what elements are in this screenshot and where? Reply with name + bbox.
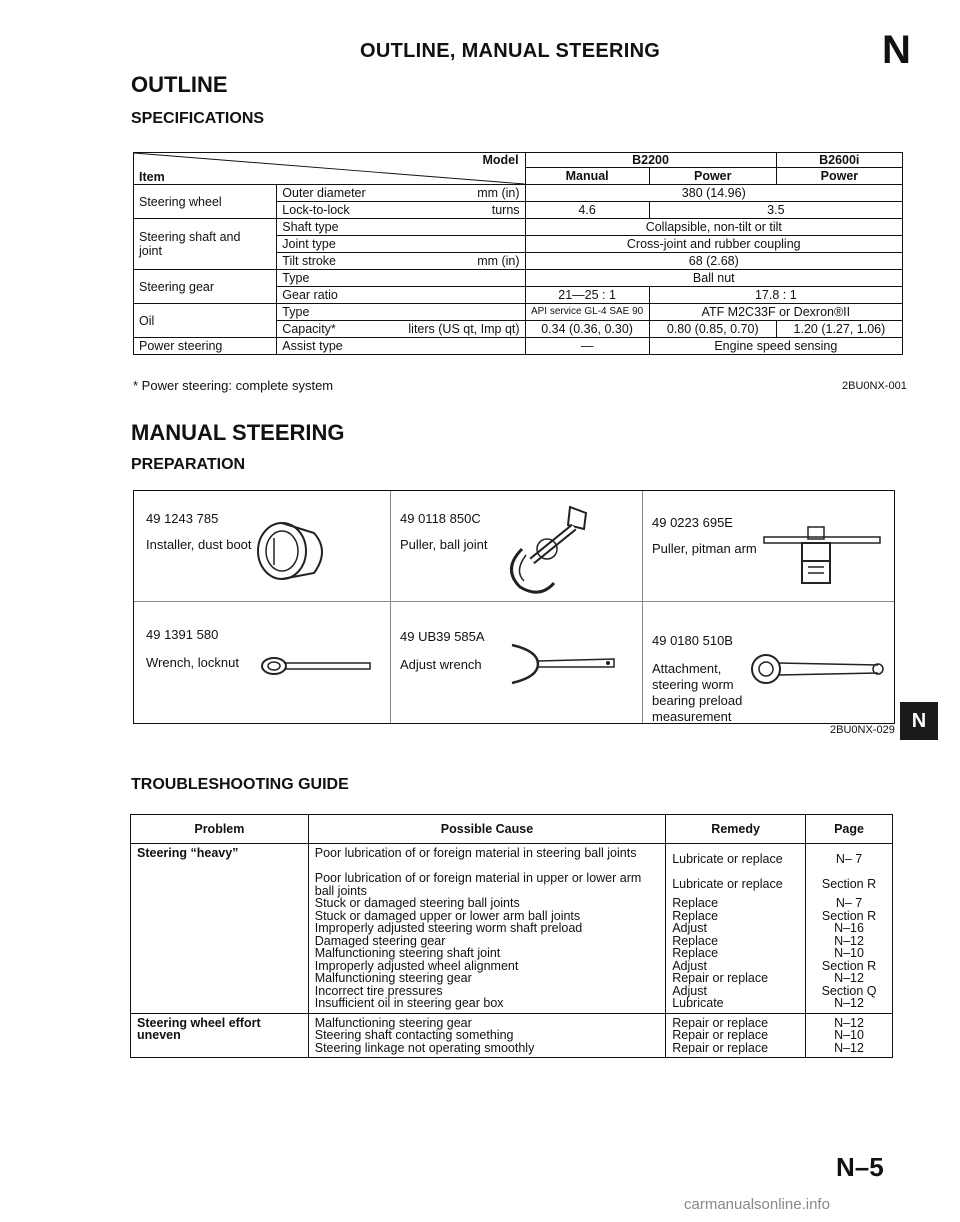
header-cause: Possible Cause <box>308 815 665 844</box>
remedy-line: Repair or replace <box>672 1028 769 1042</box>
label-gear-type: Type <box>277 270 525 287</box>
submodel-manual: Manual <box>525 168 649 185</box>
group-steering-gear: Steering gear <box>134 270 277 304</box>
cause-line: Steering linkage not operating smoothly <box>314 1040 535 1055</box>
remedy-line: Repair or replace <box>672 1015 769 1030</box>
label-joint-type: Joint type <box>277 236 525 253</box>
watermark: carmanualsonline.info <box>684 1196 830 1213</box>
cause-cell <box>308 844 665 1014</box>
label-oil-type: Type <box>277 304 525 321</box>
manual-steering-heading: MANUAL STEERING <box>131 420 345 445</box>
page-ref: N–16 <box>834 921 864 935</box>
table-row <box>131 1013 893 1058</box>
unit-tilt-stroke: mm (in) <box>477 254 520 268</box>
value-gear-type: Ball nut <box>525 270 902 287</box>
item-label: Item <box>139 170 165 184</box>
remedy-line: Lubricate or replace <box>672 852 783 866</box>
cause-line: Stuck or damaged upper or lower arm ball joints <box>314 908 581 923</box>
unit-capacity: liters (US qt, Imp qt) <box>408 322 520 336</box>
value-gear-ratio-manual: 21—25 : 1 <box>525 287 649 304</box>
group-oil: Oil <box>134 304 277 338</box>
page-ref: N– 7 <box>835 852 863 866</box>
spec-reference-code: 2BU0NX-001 <box>842 380 907 392</box>
model-b2600i: B2600i <box>819 153 860 167</box>
remedy-line: Replace <box>672 946 719 960</box>
label-capacity: Capacity* <box>282 322 336 336</box>
submodel-power: Power <box>649 168 776 185</box>
page-ref: N–12 <box>834 1015 864 1030</box>
label-shaft-type: Shaft type <box>277 219 525 236</box>
group-steering-shaft-line1: Steering shaft and <box>139 230 241 244</box>
ball-joint-puller-icon <box>492 499 602 599</box>
worm-bearing-attachment-icon <box>740 651 886 687</box>
value-oil-type-manual: API service GL-4 SAE 90 <box>525 304 649 321</box>
problem-cell: Steering “heavy” <box>131 844 309 1014</box>
value-joint-type: Cross-joint and rubber coupling <box>525 236 902 253</box>
tool-number: 49 UB39 585A <box>400 629 485 644</box>
value-capacity-power: 0.80 (0.85, 0.70) <box>649 321 776 338</box>
page-ref: Section R <box>821 958 877 973</box>
cause-line: Malfunctioning steering gear <box>314 1015 472 1030</box>
remedy-cell <box>666 844 806 1014</box>
group-steering-shaft <box>134 219 277 270</box>
cause-line: Malfunctioning steering gear <box>314 971 472 985</box>
value-capacity-manual: 0.34 (0.36, 0.30) <box>525 321 649 338</box>
model-header-row <box>525 153 902 168</box>
label-gear-ratio: Gear ratio <box>277 287 525 304</box>
submodel-power-b2600i: Power <box>776 168 902 185</box>
value-gear-ratio-power: 17.8 : 1 <box>649 287 902 304</box>
group-steering-shaft-line2: joint <box>139 244 162 258</box>
tool-number: 49 0118 850C <box>400 511 481 526</box>
group-steering-wheel: Steering wheel <box>134 185 277 219</box>
adjust-wrench-icon <box>504 639 620 689</box>
remedy-line: Repair or replace <box>672 971 769 985</box>
group-power-steering: Power steering <box>134 338 277 355</box>
page-ref: N–12 <box>834 971 864 985</box>
model-b2200: B2200 <box>526 153 777 167</box>
page-ref: Section R <box>821 908 877 923</box>
remedy-line: Lubricate or replace <box>672 877 783 891</box>
tool-number: 49 1391 580 <box>146 627 219 642</box>
table-row <box>131 844 893 1014</box>
unit-outer-diameter: mm (in) <box>477 186 520 200</box>
unit-lock-to-lock: turns <box>491 203 520 217</box>
tool-number: 49 0223 695E <box>652 515 733 530</box>
page-ref: Section Q <box>821 983 877 998</box>
specifications-table <box>133 152 903 355</box>
tool-name: Puller, ball joint <box>400 537 488 552</box>
page-ref: N–12 <box>834 933 864 948</box>
page-ref: N– 7 <box>835 896 863 910</box>
header-problem: Problem <box>131 815 309 844</box>
page-ref: Section R <box>821 877 877 891</box>
page-cell <box>806 1013 893 1058</box>
model-label: Model <box>482 153 519 167</box>
value-lock-to-lock-power: 3.5 <box>649 202 902 219</box>
tool-number: 49 0180 510B <box>652 633 733 648</box>
cause-line: Improperly adjusted steering worm shaft preload <box>314 921 583 935</box>
value-capacity-b2600i: 1.20 (1.27, 1.06) <box>776 321 902 338</box>
remedy-line: Adjust <box>672 958 707 973</box>
spec-footnote: * Power steering: complete system <box>133 378 334 393</box>
locknut-wrench-icon <box>260 655 376 677</box>
troubleshooting-heading: TROUBLESHOOTING GUIDE <box>131 776 349 793</box>
page-ref: N–10 <box>834 1028 864 1042</box>
cause-line: Poor lubrication of or foreign material in upper or lower arm ball joints <box>314 871 642 898</box>
tool-number: 49 1243 785 <box>146 511 219 526</box>
tool-grid <box>133 490 895 724</box>
cause-line: Incorrect tire pressures <box>314 983 443 998</box>
section-tab: N <box>900 702 938 740</box>
tool-item <box>400 629 510 673</box>
preparation-reference-code: 2BU0NX-029 <box>830 724 895 736</box>
tool-name: Installer, dust boot <box>146 537 252 552</box>
tool-name: Wrench, locknut <box>146 655 239 670</box>
cause-line: Damaged steering gear <box>314 933 446 948</box>
preparation-heading: PREPARATION <box>131 456 246 473</box>
cause-line: Steering shaft contacting something <box>314 1028 514 1042</box>
page-number: N–5 <box>836 1152 884 1182</box>
cause-line: Stuck or damaged steering ball joints <box>314 896 520 910</box>
page-ref: N–12 <box>834 1040 864 1055</box>
remedy-line: Replace <box>672 896 719 910</box>
value-assist-manual: — <box>525 338 649 355</box>
outline-heading: OUTLINE <box>131 72 228 97</box>
label-assist-type: Assist type <box>277 338 525 355</box>
cause-cell <box>308 1013 665 1058</box>
remedy-cell <box>666 1013 806 1058</box>
tool-item <box>146 627 256 671</box>
problem-cell: Steering wheel effort uneven <box>131 1013 309 1058</box>
label-outer-diameter: Outer diameter <box>282 186 366 200</box>
value-assist-power: Engine speed sensing <box>649 338 902 355</box>
page-cell <box>806 844 893 1014</box>
remedy-line: Adjust <box>672 921 707 935</box>
diagonal-line <box>134 153 525 184</box>
tool-item <box>652 515 762 557</box>
header-page: Page <box>806 815 893 844</box>
cause-line: Poor lubrication of or foreign material in steering ball joints <box>314 846 637 860</box>
troubleshooting-table <box>130 814 893 1058</box>
remedy-line: Repair or replace <box>672 1040 769 1055</box>
tool-name: Puller, pitman arm <box>652 541 757 556</box>
specifications-heading: SPECIFICATIONS <box>131 110 265 127</box>
value-tilt-stroke: 68 (2.68) <box>525 253 902 270</box>
page-ref: N–10 <box>834 946 864 960</box>
page-header-title: OUTLINE, MANUAL STEERING <box>360 40 661 62</box>
label-lock-to-lock: Lock-to-lock <box>282 203 350 217</box>
cause-line: Insufficient oil in steering gear box <box>314 996 504 1010</box>
pitman-arm-puller-icon <box>762 521 882 593</box>
value-shaft-type: Collapsible, non-tilt or tilt <box>525 219 902 236</box>
table-corner-cell <box>134 153 526 185</box>
value-oil-type-power: ATF M2C33F or Dexron®II <box>649 304 902 321</box>
cause-line: Improperly adjusted wheel alignment <box>314 958 519 973</box>
cause-line: Malfunctioning steering shaft joint <box>314 946 501 960</box>
header-remedy: Remedy <box>666 815 806 844</box>
remedy-line: Lubricate <box>672 996 724 1010</box>
tool-item <box>146 511 256 553</box>
remedy-line: Replace <box>672 908 719 923</box>
remedy-line: Adjust <box>672 983 707 998</box>
dust-boot-installer-icon <box>252 513 342 583</box>
value-outer-diameter: 380 (14.96) <box>525 185 902 202</box>
tool-name: Attachment, steering worm bearing preload measurement <box>652 661 743 724</box>
remedy-line: Replace <box>672 933 719 948</box>
page-ref: N–12 <box>834 996 864 1010</box>
tool-name: Adjust wrench <box>400 657 482 672</box>
value-lock-to-lock-manual: 4.6 <box>525 202 649 219</box>
label-tilt-stroke: Tilt stroke <box>282 254 337 268</box>
chapter-letter: N <box>882 28 911 72</box>
